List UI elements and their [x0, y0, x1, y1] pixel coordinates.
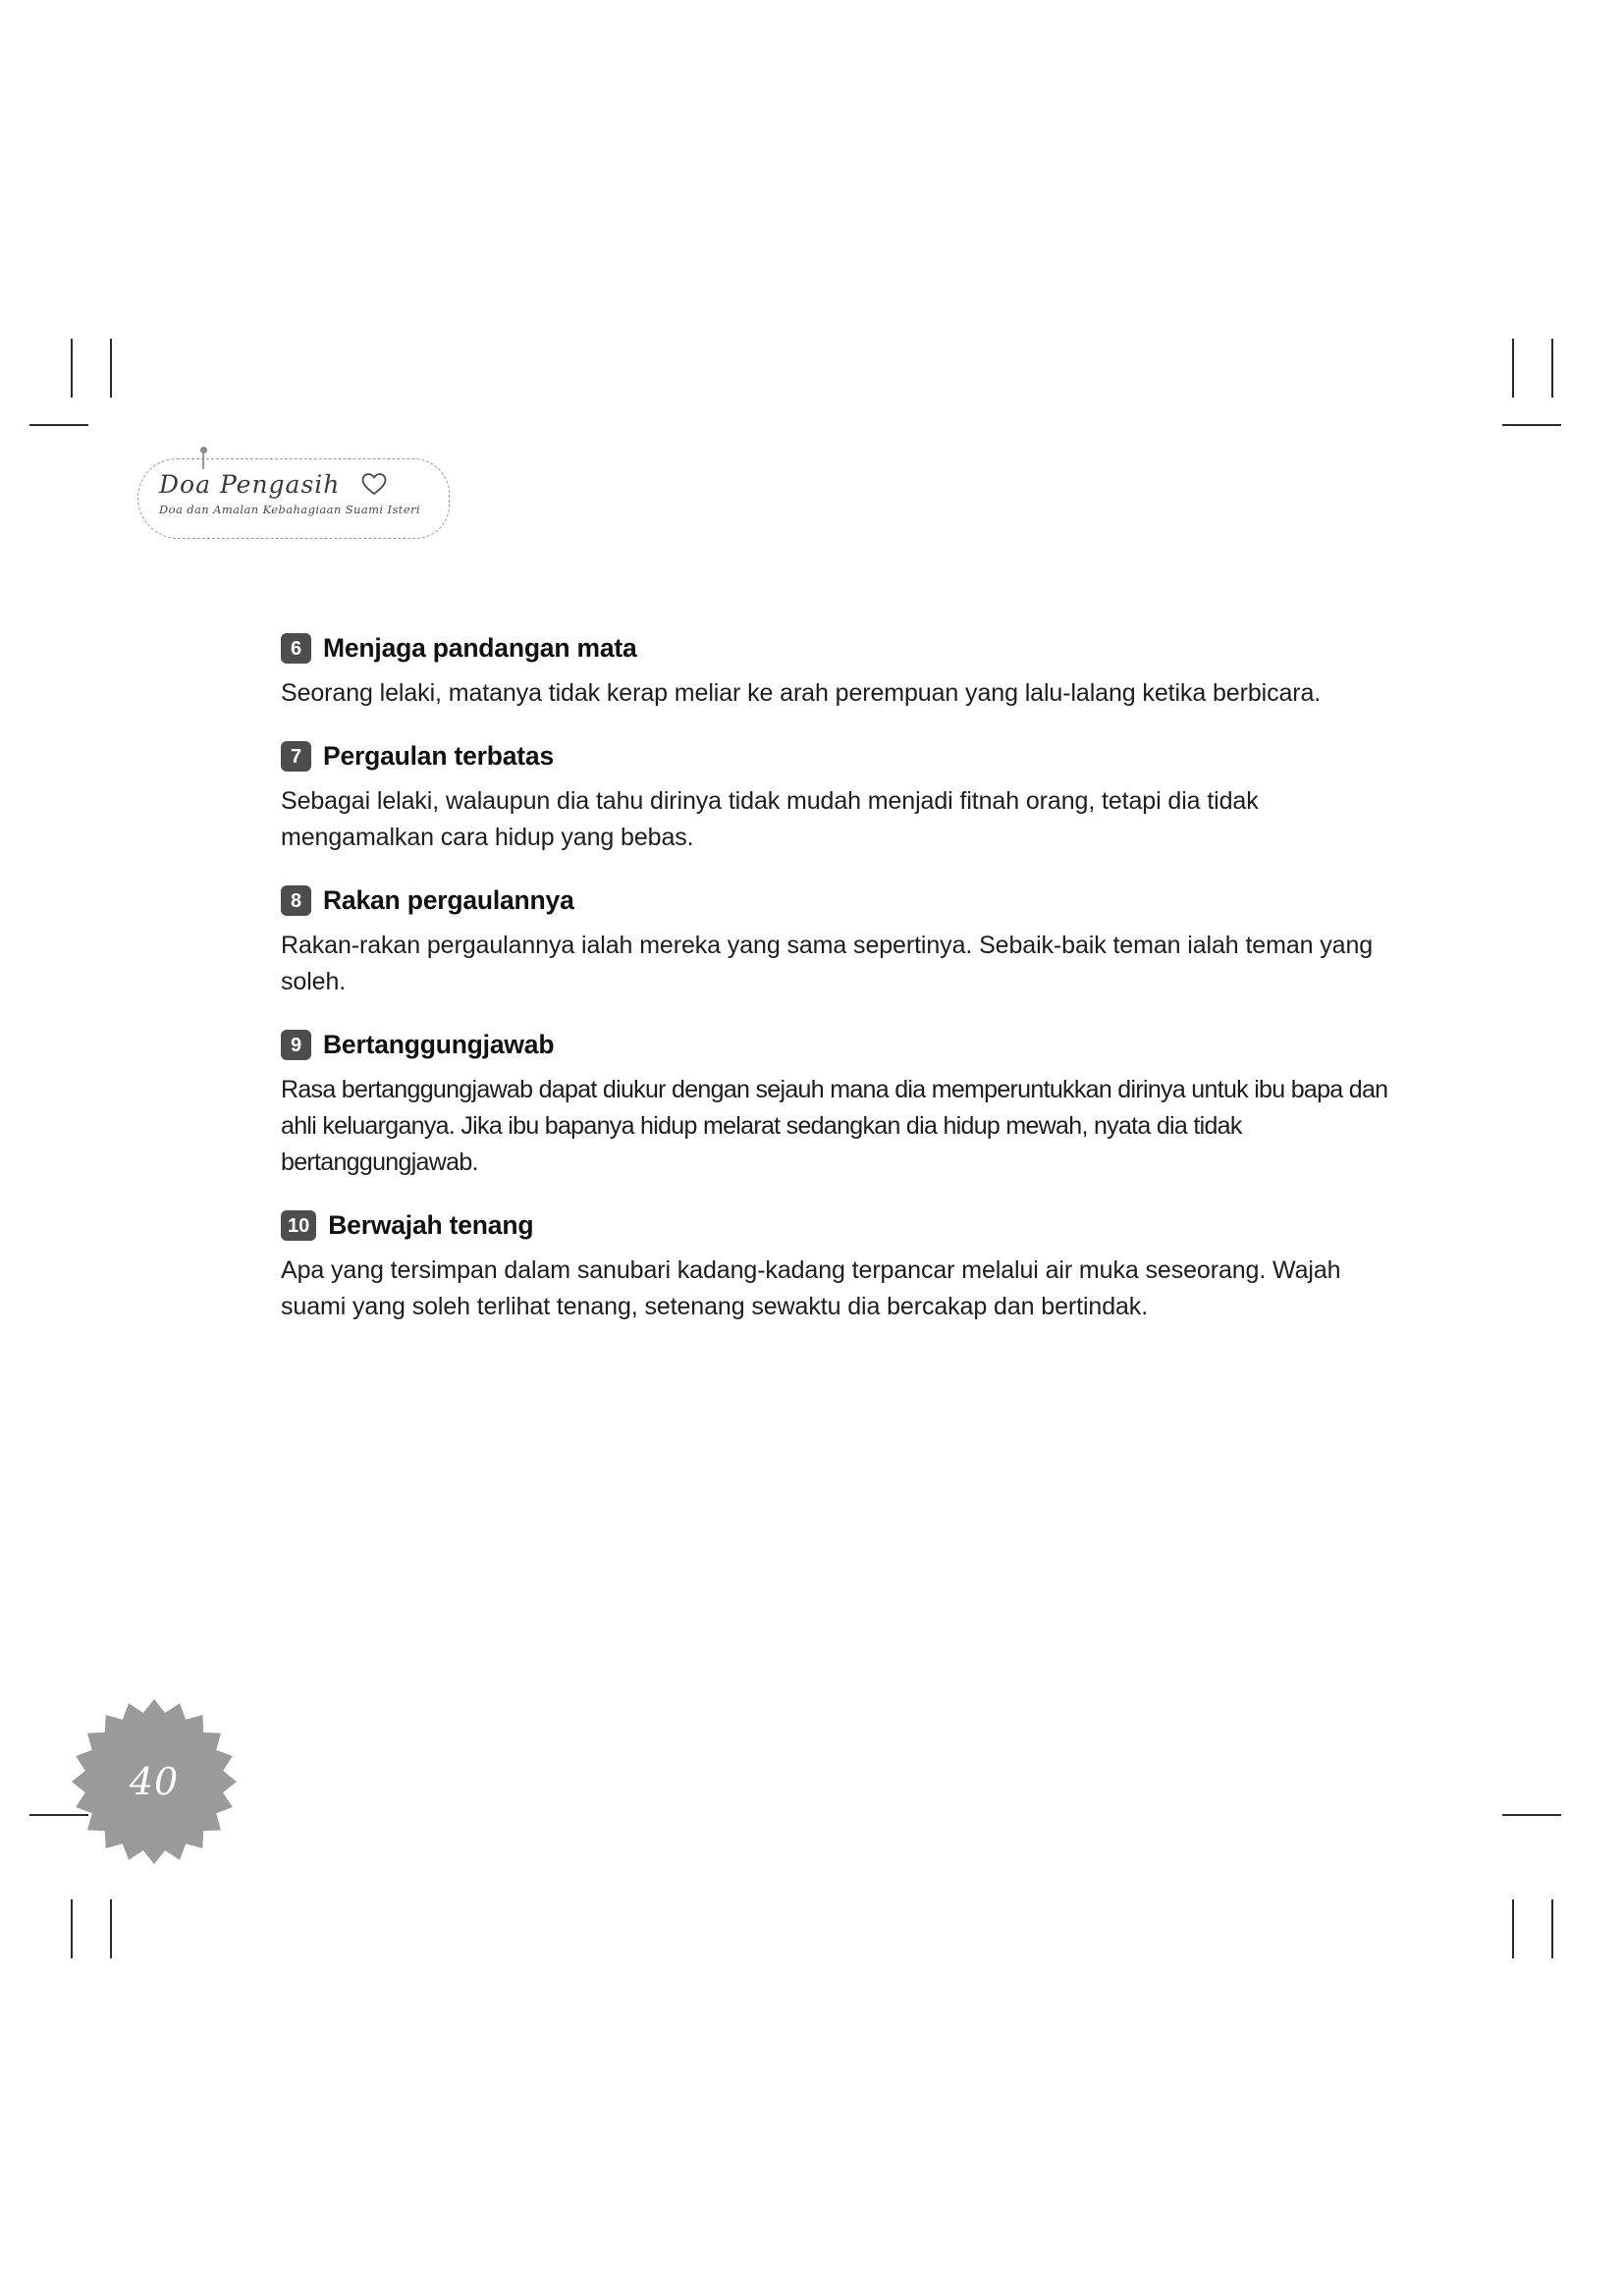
page-content	[281, 633, 1390, 1329]
item-heading	[281, 741, 1390, 772]
heart-icon	[361, 472, 387, 496]
item-number-badge: 6	[281, 633, 311, 664]
item-heading	[281, 1210, 1390, 1241]
crop-mark	[29, 424, 88, 426]
item-number-badge: 9	[281, 1030, 311, 1060]
item-number-badge: 7	[281, 741, 311, 772]
item-heading-text: Menjaga pandangan mata	[323, 633, 637, 663]
list-item	[281, 1210, 1390, 1325]
crop-mark	[1512, 1899, 1514, 1958]
crop-mark	[71, 339, 73, 398]
item-heading	[281, 1030, 1390, 1060]
crop-mark	[1502, 1814, 1561, 1816]
crop-mark	[1551, 1899, 1553, 1958]
list-item	[281, 633, 1390, 712]
list-item	[281, 1030, 1390, 1181]
item-body-text: Rakan-rakan pergaulannya ialah mereka yang sama sepertinya. Sebaik-baik teman ialah teman yang soleh.	[281, 932, 1374, 995]
list-item	[281, 741, 1390, 856]
item-heading-text: Pergaulan terbatas	[323, 741, 554, 771]
item-heading	[281, 885, 1390, 916]
crop-mark	[71, 1899, 73, 1958]
item-number-badge: 8	[281, 885, 311, 916]
item-body-text: Apa yang tersimpan dalam sanubari kadang-kadang terpancar melalui air muka seseorang. Wajah suami yang soleh terlihat tenang, setenang sewaktu dia bercakap dan bertindak.	[281, 1256, 1341, 1320]
item-body-text: Rasa bertanggungjawab dapat diukur dengan sejauh mana dia memperuntukkan dirinya untuk ibu bapa dan ahli keluarganya. Jika ibu bapanya hidup melarat sedangkan dia hidup mewah, nyata dia tidak bertanggungjawab.	[281, 1076, 1388, 1176]
logo-stem	[202, 454, 204, 469]
logo-title: Doa Pengasih	[159, 470, 341, 499]
crop-mark	[110, 1899, 112, 1958]
page-number-badge	[71, 1698, 238, 1865]
page-number: 40	[129, 1760, 180, 1803]
item-heading-text: Berwajah tenang	[328, 1210, 534, 1240]
item-heading-text: Bertanggungjawab	[323, 1030, 555, 1059]
item-heading-text: Rakan pergaulannya	[323, 885, 574, 915]
crop-mark	[1502, 424, 1561, 426]
item-number-badge: 10	[281, 1210, 316, 1241]
item-heading	[281, 633, 1390, 664]
crop-mark	[1512, 339, 1514, 398]
logo-subtitle: Doa dan Amalan Kebahagiaan Suami Isteri	[159, 503, 421, 516]
item-body-text: Sebagai lelaki, walaupun dia tahu dirinya tidak mudah menjadi fitnah orang, tetapi dia tidak mengamalkan cara hidup yang bebas.	[281, 787, 1259, 851]
book-logo	[137, 447, 461, 550]
crop-mark	[110, 339, 112, 398]
list-item	[281, 885, 1390, 1000]
item-body-text: Seorang lelaki, matanya tidak kerap meliar ke arah perempuan yang lalu-lalang ketika berbicara.	[281, 679, 1322, 707]
crop-mark	[1551, 339, 1553, 398]
logo-dot	[200, 447, 207, 454]
